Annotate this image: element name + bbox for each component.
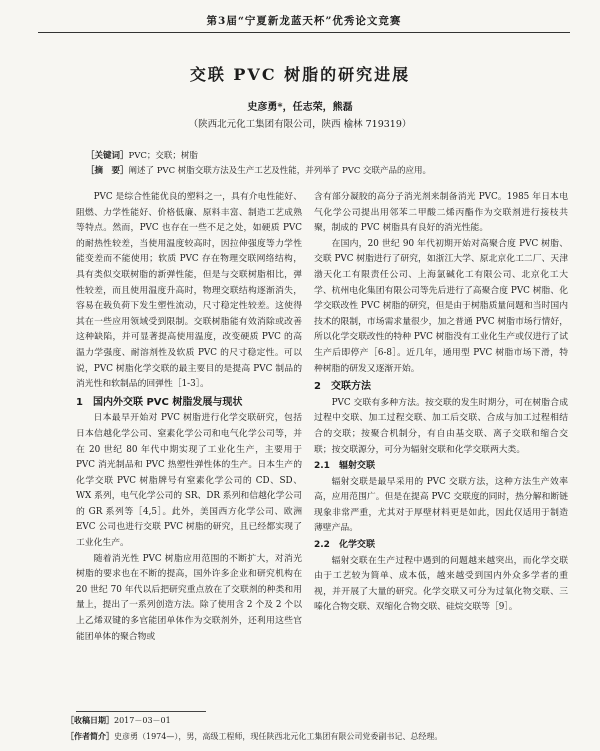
footnote-received <box>66 714 580 727</box>
author-list: 史彦勇*，任志荣，熊磊 <box>247 102 353 113</box>
right-column <box>314 190 568 616</box>
footnote-author-bio <box>66 730 580 743</box>
body-paragraph: 在国内，20 世纪 90 年代初期开始对高聚合度 PVC 树脂、交联 PVC 树脂进行了研究，如浙江大学、原北京化工二厂、天津渤天化工有限责任公司、上海氯碱化工有限公司、北京化工大学、杭州电化集团有限公司等先后进行了高聚合度 PVC 树脂、化学交联改性 PVC 树脂的研究，但是由于树脂质量问题和当时国内技术的限制，市场需求量很少，加之普通 PVC 树脂市场行情好，所以化学交联改性的特种 PVC 树脂没有工业化生产或仅进行了试生产后即停产［6-8］。近几年，通用型 PVC 树脂市场下滑，特种树脂的研发又逐渐开始。 <box>314 238 568 374</box>
body-paragraph: PVC 是综合性能优良的塑料之一，具有介电性能好、阻燃、力学性能好、价格低廉、原料丰富、制造工艺成熟等特点。然而，PVC 也存在一些不足之处，如硬质 PVC 的耐热性较差，当使用温度较高时，因拉伸强度等力学性能变差而不能使用；软质 PVC 存在物理交联网络结构，具有类似交联树脂的新弹性能，但是与交联树脂相比，弹性较差，而且使用温度升高时，物理交联结构逐渐消失，容易在载负荷下发生塑性流动，尺寸稳定性较差。这使得其在一些应用领域受到限制。交联树脂能有效消除或改善这种缺陷，并可显著提高使用温度，改变硬质 PVC 的高温力学强度、耐溶剂性及软质 PVC 的尺寸稳定性。可以说，PVC 树脂化学交联的最主要目的是提高 PVC 制品的消光性和软制品的回弹性［1-3］。 <box>76 192 302 390</box>
running-header: 第3届“宁夏新龙蓝天杯”优秀论文竞赛 <box>38 10 570 33</box>
body-paragraph: 日本最早开始对 PVC 树脂进行化学交联研究，包括日本信越化学公司、窒素化学公司和电气化学公司等，并在 20 世纪 80 年代中期实现了工业化生产，主要用于 PVC 消光制品和 PVC 热塑性弹性体的生产。日本生产的化学交联 PVC 树脂牌号有窒素化学公司的 CD、SD、WX 系列，电气化学公司的 SR、DR 系列和信越化学公司的 GR 系列等［4,5］。此外，美国西方化学公司、欧洲 EVC 公司也进行交联 PVC 树脂的研究，且已经都实现了工业化生产。 <box>76 413 302 549</box>
abstract-text: 阐述了 PVC 树脂交联方法及生产工艺及性能，并列举了 PVC 交联产品的应用。 <box>128 166 432 176</box>
keywords-abstract-block <box>86 149 560 179</box>
received-date: 2017－03－01 <box>114 716 171 725</box>
body-paragraph: PVC 交联有多种方法。按交联的发生时期分，可在树脂合成过程中交联、加工过程交联、加工后交联、合成与加工过程相结合的交联；按聚合机制分，有自由基交联、离子交联和缩合交联；按交联源分，可分为辐射交联和化学交联两大类。 <box>314 397 568 455</box>
subsection-heading: 2.2 化学交联 <box>314 540 375 551</box>
abstract-label: ［摘 要］ <box>86 166 129 176</box>
received-label: ［收稿日期］ <box>66 715 114 725</box>
left-column <box>76 190 302 645</box>
body-paragraph: 辐射交联是最早采用的 PVC 交联方法，这种方法生产效率高，应用范围广。但是在提高 PVC 交联度的同时，热分解和断链现象非常严重，尤其对于厚壁材料更是如此，因此仅适用于制造薄壁产品。 <box>314 476 568 534</box>
abstract-line <box>86 164 560 179</box>
keywords-text: PVC；交联；树脂 <box>128 151 198 161</box>
section-heading: 2 交联方法 <box>314 381 371 393</box>
affiliation: （陕西北元化工集团有限公司，陕西 榆林 719319） <box>188 119 412 130</box>
body-paragraph: 含有部分凝胶的高分子消光剂来制备消光 PVC。1985 年日本电气化学公司提出用邻苯二甲酸二烯丙酯作为交联剂进行接枝共聚，制成的 PVC 树脂具有良好的消光性能。 <box>314 192 568 234</box>
subsection-heading: 2.1 辐射交联 <box>314 461 375 472</box>
keywords-label: ［关键词］ <box>86 151 129 161</box>
paper-title: 交联 PVC 树脂的研究进展 <box>189 65 411 84</box>
footnote-rule <box>76 711 206 712</box>
keywords-line <box>86 149 560 164</box>
body-paragraph: 随着消光性 PVC 树脂应用范围的不断扩大，对消光树脂的要求也在不断的提高，国外许多企业和研究机构在 20 世纪 70 年代以后把研究重点放在了交联剂的种类和用量上，提出了一系列创造方法。除了使用含 2 个及 2 个以上乙烯双键的多官能团单体作为交联剂外，还利用这些官能团单体的聚合物或 <box>76 553 302 642</box>
author-bio-label: ［作者简介］ <box>66 731 114 741</box>
section-heading: 1 国内外交联 PVC 树脂发展与现状 <box>76 396 243 408</box>
body-paragraph: 辐射交联在生产过程中遇到的问题越来越突出，而化学交联由于工艺较为简单、成本低，越来越受到国内外众多学者的重视，并开展了大量的研究。化学交联又可分为过氧化物交联、三嗪化合物交联、双缩化合物交联、硅烷交联等［9］。 <box>314 555 568 613</box>
author-bio-text: 史彦勇（1974—），男，高级工程师，现任陕西北元化工集团有限公司党委副书记、总经理。 <box>114 732 443 741</box>
